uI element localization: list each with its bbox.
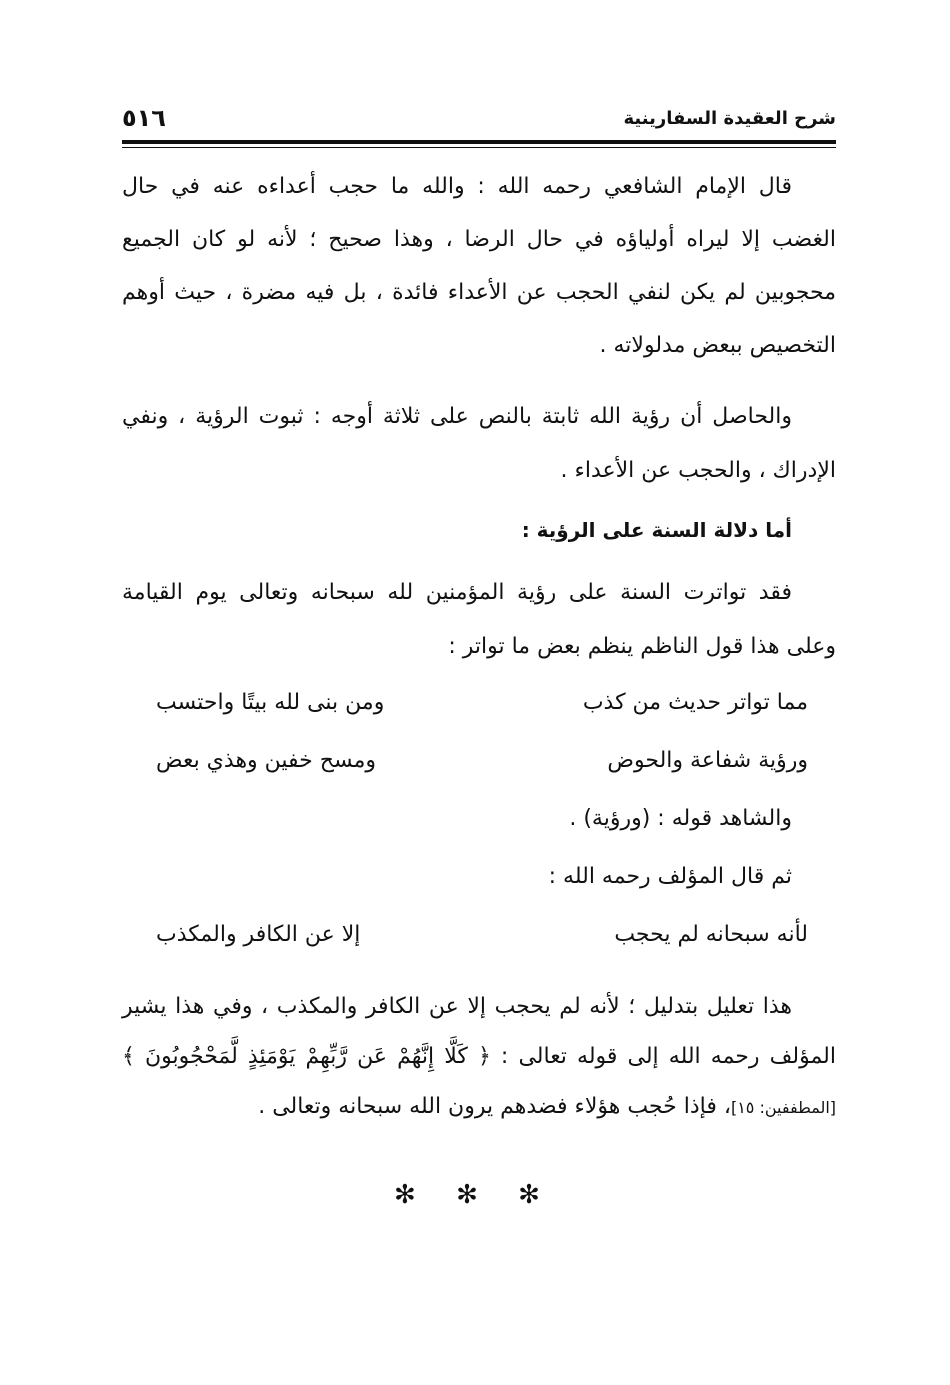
verse-2-second-hemistich: ومسح خفين وهذي بعض bbox=[156, 748, 377, 773]
verse-2-first-hemistich: ورؤية شفاعة والحوض bbox=[607, 748, 808, 773]
body-text bbox=[122, 160, 836, 1133]
paragraph-shafii-quote: قال الإمام الشافعي رحمه الله : والله ما حجب أعداءه عنه في حال الغضب إلا ليراه أولياؤه في حال الرضا ، وهذا صحيح ؛ لأنه لو كان الجميع محجوبين لم يكن لنفي الحجب عن الأعداء فائدة ، بل فيه مضرة ، حيث أوهم التخصيص ببعض مدلولاته . bbox=[122, 174, 836, 358]
page-number: ٥١٦ bbox=[122, 104, 166, 132]
witness-line: والشاهد قوله : (ورؤية) . bbox=[569, 806, 792, 831]
header-rule-thick bbox=[122, 140, 836, 144]
section-separator: ✻ ✻ ✻ bbox=[394, 1180, 556, 1210]
running-title: شرح العقيدة السفارينية bbox=[623, 108, 836, 129]
author-said-line: ثم قال المؤلف رحمه الله : bbox=[548, 864, 792, 889]
verse-1-first-hemistich: مما تواتر حديث من كذب bbox=[582, 690, 808, 715]
explanation-ending: ، فإذا حُجب هؤلاء فضدهم يرون الله سبحانه وتعالى . bbox=[258, 1094, 731, 1119]
header-rule-thin bbox=[122, 147, 836, 148]
quran-reference: [المطففين: ١٥] bbox=[730, 1098, 836, 1117]
verse-line-3 bbox=[122, 906, 836, 964]
verse-3-second-hemistich: إلا عن الكافر والمكذب bbox=[156, 922, 361, 947]
verse-1-second-hemistich: ومن بنى لله بيتًا واحتسب bbox=[156, 690, 385, 715]
verse-line-1 bbox=[122, 674, 836, 732]
paragraph-explanation bbox=[122, 982, 836, 1133]
explanation-text: هذا تعليل بتدليل ؛ لأنه لم يحجب إلا عن الكافر والمكذب ، وفي هذا يشير المؤلف رحمه الله إلى قوله تعالى : ﴿ كَلَّا إِنَّهُمْ عَن رَّبِّهِمْ يَوْمَئِذٍ لَّمَحْجُوبُونَ ﴾ bbox=[122, 994, 836, 1069]
paragraph-summary: والحاصل أن رؤية الله ثابتة بالنص على ثلاثة أوجه : ثبوت الرؤية ، ونفي الإدراك ، والحجب عن الأعداء . bbox=[122, 404, 836, 483]
paragraph-tawatur: فقد تواترت السنة على رؤية المؤمنين لله سبحانه وتعالى يوم القيامة وعلى هذا قول الناظم ينظم بعض ما تواتر : bbox=[122, 580, 836, 659]
page-header bbox=[122, 104, 836, 140]
verse-line-2 bbox=[122, 732, 836, 790]
verse-3-first-hemistich: لأنه سبحانه لم يحجب bbox=[614, 922, 808, 947]
section-heading: أما دلالة السنة على الرؤية : bbox=[521, 518, 792, 542]
